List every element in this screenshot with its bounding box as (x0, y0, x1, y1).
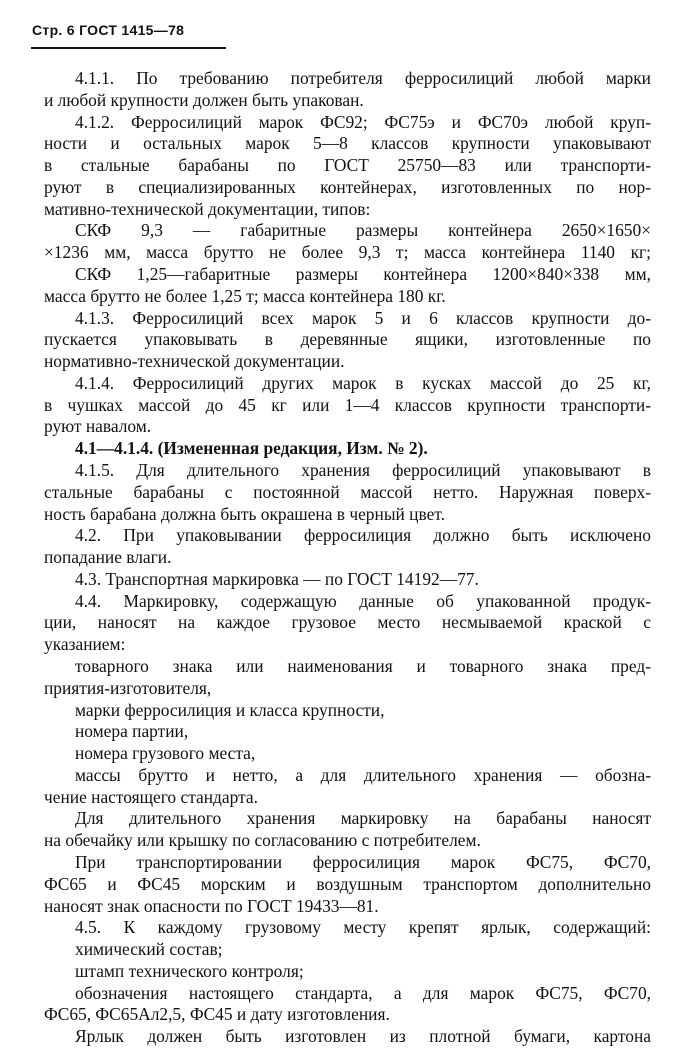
text-line: 4.3. Транспортная маркировка — по ГОСТ 14192—77. (75, 569, 479, 589)
header-rule (31, 47, 226, 49)
text-line: указанием: (44, 634, 126, 654)
text-line: обозначения настоящего стандарта, а для марок ФС75, ФС70, (75, 983, 651, 1003)
text-line: Для длительного хранения маркировку на барабаны наносят (75, 808, 651, 828)
text-line: марки ферросилиция и класса крупности, (75, 700, 385, 720)
text-line: ×1236 мм, масса брутто не более 9,3 т; масса контейнера 1140 кг; (44, 242, 651, 262)
text-line: товарного знака или наименования и товарного знака пред- (75, 656, 651, 676)
text-line: 4.4. Маркировку, содержащую данные об упакованной продук- (75, 591, 651, 611)
text-line: нормативно-технической документации. (44, 351, 345, 371)
text-line: руют в специализированных контейнерах, изготовленных по нор- (44, 177, 651, 197)
text-line: номера грузового места, (75, 743, 256, 763)
text-line: пускается упаковывать в деревянные ящики, изготовленные по (44, 329, 651, 349)
text-line: 4.1.3. Ферросилиций всех марок 5 и 6 классов крупности до- (75, 308, 651, 328)
text-line: СКФ 9,3 — габаритные размеры контейнера 2650×1650× (75, 220, 651, 240)
text-line: массы брутто и нетто, а для длительного хранения — обозна- (75, 765, 651, 785)
text-line: стальные барабаны с постоянной массой нетто. Наружная поверх- (44, 482, 651, 502)
text-line: Ярлык должен быть изготовлен из плотной бумаги, картона (75, 1026, 651, 1046)
text-line: штамп технического контроля; (75, 961, 304, 981)
text-line: При транспортировании ферросилиция марок ФС75, ФС70, (75, 852, 651, 872)
text-line: в стальные барабаны по ГОСТ 25750—83 или транспорти- (44, 155, 651, 175)
text-line: масса брутто не более 1,25 т; масса контейнера 180 кг. (44, 286, 446, 306)
text-line: ФС65, ФС65Ал2,5, ФС45 и дату изготовления. (44, 1004, 390, 1024)
text-line: ФС65 и ФС45 морским и воздушным транспортом дополнительно (44, 874, 651, 894)
text-line: ность барабана должна быть окрашена в черный цвет. (44, 504, 445, 524)
text-line: и любой крупности должен быть упакован. (44, 90, 364, 110)
page-header: Стр. 6 ГОСТ 1415—78 (32, 22, 185, 38)
text-line: приятия-изготовителя, (44, 678, 212, 698)
text-line: мативно-технической документации, типов: (44, 199, 371, 219)
text-line: номера партии, (75, 721, 189, 741)
text-line: в чушках массой до 45 кг или 1—4 классов крупности транспорти- (44, 395, 651, 415)
text-line: 4.1.2. Ферросилиций марок ФС92; ФС75э и ФС70э любой круп- (75, 112, 651, 132)
text-line: наносят знак опасности по ГОСТ 19433—81. (44, 896, 379, 916)
text-line: ности и остальных марок 5—8 классов крупности упаковывают (44, 133, 651, 153)
amendment-note: 4.1—4.1.4. (Измененная редакция, Изм. № 2). (75, 438, 428, 458)
text-line: чение настоящего стандарта. (44, 787, 258, 807)
text-line: химический состав; (75, 939, 223, 959)
text-line: 4.5. К каждому грузовому месту крепят ярлык, содержащий: (75, 917, 651, 937)
text-line: руют навалом. (44, 416, 152, 436)
text-line: ции, наносят на каждое грузовое место несмываемой краской с (44, 612, 651, 632)
text-line: 4.2. При упаковывании ферросилиция должно быть исключено (75, 525, 651, 545)
text-line: 4.1.5. Для длительного хранения ферросилиций упаковывают в (75, 460, 651, 480)
text-line: СКФ 1,25—габаритные размеры контейнера 1200×840×338 мм, (75, 264, 651, 284)
text-line: попадание влаги. (44, 547, 172, 567)
text-line: 4.1.4. Ферросилиций других марок в кусках массой до 25 кг, (75, 373, 651, 393)
text-line: 4.1.1. По требованию потребителя ферросилиций любой марки (75, 68, 651, 88)
text-line: на обечайку или крышку по согласованию с потребителем. (44, 830, 481, 850)
